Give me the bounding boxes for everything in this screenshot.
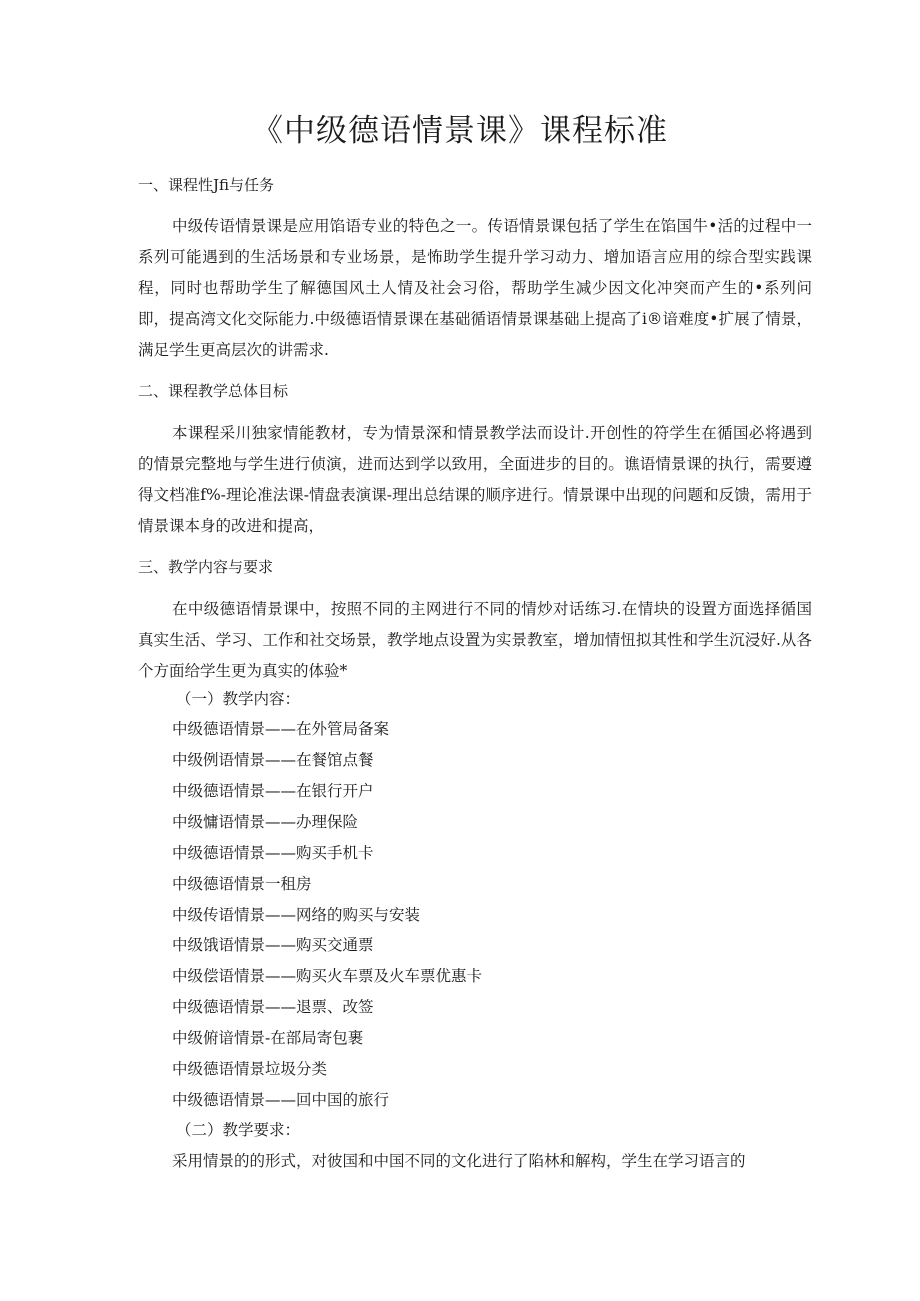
- section-paragraph-3: 在中级德语情景课中，按照不同的主网进行不同的情炒对话练习.在情块的设置方面选择循国真实生活、学习、工作和社交场景，教学地点设置为实景教室，增加情忸拟其性和学生沉浸好.从各个方面给学生更为真实的体验*: [138, 600, 812, 680]
- page-title: 《中级德语情景课》课程标准: [252, 113, 668, 149]
- content-list-item: 中级德语情景——回中国的旅行: [172, 1091, 390, 1109]
- section-heading-1: 一、课程性Jfi与任务: [138, 176, 275, 194]
- requirements-label: （二）教学要求：: [176, 1121, 301, 1139]
- section-heading-2: 二、课程教学总体目标: [138, 382, 289, 400]
- content-list-item: 中级德语情景垃圾分类: [172, 1060, 328, 1078]
- content-list-item: 中级德语情景——购买手机卡: [172, 844, 374, 862]
- content-label: （一）教学内容：: [176, 690, 301, 708]
- content-list-item: 中级俯谙情景-在部局寄包裹: [172, 1029, 364, 1047]
- content-list-item: 中级例语情景——在餐馆点餐: [172, 751, 374, 769]
- content-list-item: 中级德语情景——在银行开户: [172, 782, 374, 800]
- section-heading-3: 三、教学内容与要求: [138, 558, 274, 576]
- section-paragraph-1: 中级传语情景课是应用馅语专业的特色之一。传语情景课包括了学生在馅国牛•活的过程中一系列可能遇到的生活场景和专业场景，是怖助学生提升学习动力、增加语言应用的综合型实践课程，同时也帮助学生了解德国风土人情及社会习俗，帮助学生减少因文化冲突而产生的•系列问即，提高湾文化交际能力.中级德语情景课在基础循语情景课基础上提高了i®谙难度•扩展了情景，满足学生更高层次的讲需求.: [138, 217, 812, 359]
- requirements-text: 采用情景的的形式，对彼国和中国不同的文化进行了陷林和解构，学生在学习语言的: [172, 1152, 746, 1170]
- content-list-item: 中级慵语情景——办理保险: [172, 813, 359, 831]
- content-list-item: 中级德语情景——在外管局备案: [172, 720, 390, 738]
- content-list-item: 中级饿语情景——购买交通票: [172, 936, 374, 954]
- content-list-item: 中级德语情景——退票、改签: [172, 998, 374, 1016]
- section-paragraph-2: 本课程采川独家情能教材，专为情景深和情景教学法而设计.开创性的符学生在循国必将遇到的情景完整地与学生进行侦演，进而达到学以致用，全面进步的目的。谯语情景课的执行，需要遵得文档准f%-理论准法课-情盘表演课-理出总结课的顺序进行。情景课中出现的问题和反馈，需用于情景课本身的改进和提高，: [138, 424, 812, 535]
- content-list-item: 中级德语情景一租房: [172, 875, 312, 893]
- content-list-item: 中级偿语情景——购买火车票及火车票优惠卡: [172, 967, 483, 985]
- content-list-item: 中级传语情景——网络的购买与安装: [172, 906, 421, 924]
